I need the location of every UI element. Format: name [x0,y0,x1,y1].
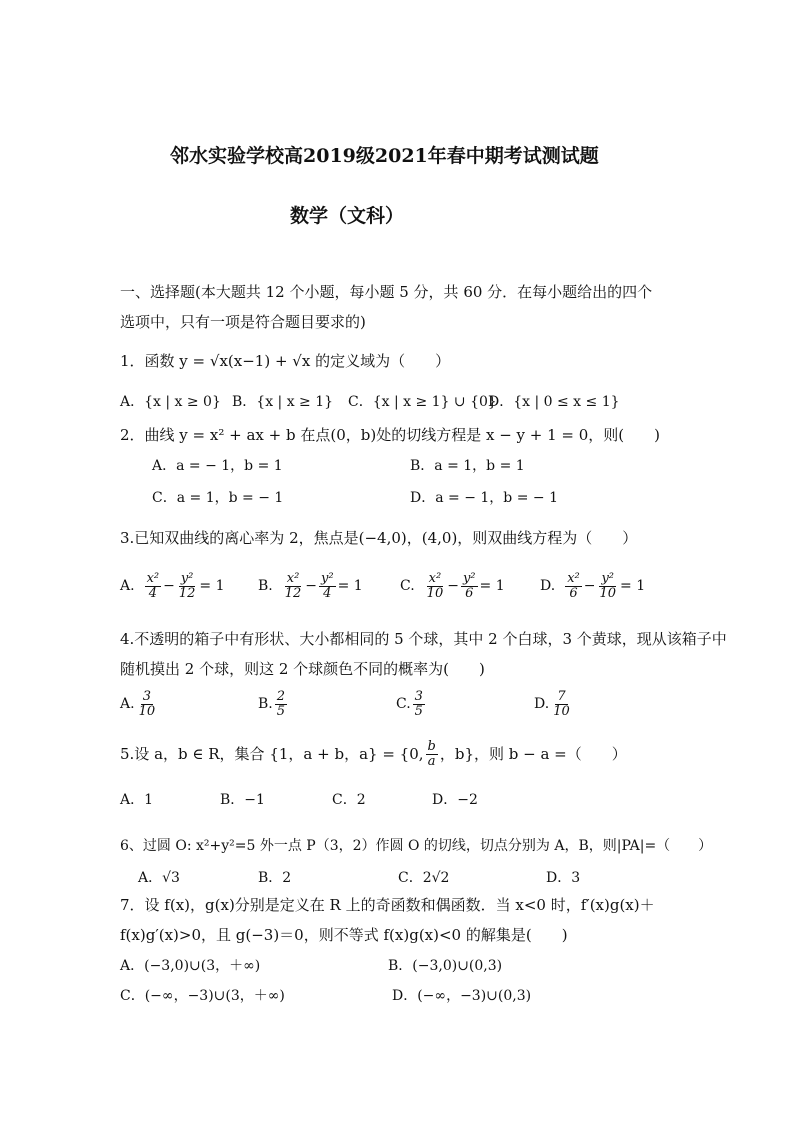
fraction: $\frac{3}{10}$ [138,689,156,719]
fraction: $\frac{\text{y²}}{10}$ [599,571,617,601]
fraction: $\frac{2}{5}$ [276,689,286,719]
question-7-option-c: C．(−∞，−3)∪(3，＋∞) [120,988,285,1004]
option-label: C. [400,577,415,594]
question-7-option-d: D．(−∞，−3)∪(0,3) [392,988,532,1004]
question-2-option-b: B．a = 1，b = 1 [410,458,525,474]
question-7-line2: f(x)g′(x)>0，且 g(−3)＝0，则不等式 f(x)g(x)<0 的解集是( ) [120,926,568,944]
option-label: A. [120,577,135,594]
fraction: $\frac{7}{10}$ [553,689,570,719]
question-5-option-a: A．1 [120,792,154,808]
question-7-option-b: B．(−3,0)∪(0,3) [388,958,503,974]
question-1-option-d: D．{x | 0 ≤ x ≤ 1} [488,394,620,410]
exam-title: 邻水实验学校高2019级2021年春中期考试测试题 [170,145,599,167]
fraction: $\frac{\text{x²}}{6}$ [567,571,580,601]
question-7-option-a: A．(−3,0)∪(3，＋∞) [120,958,261,974]
question-4-option-a: A. $\frac{3}{10}$ [120,689,156,719]
question-5-stem: 5.设 a，b ∈ R，集合 {1，a + b，a} = {0, $\frac{b}{a}$ ，b}，则 b − a =（ ） [120,739,627,769]
question-1-option-a: A．{x | x ≥ 0} [120,394,221,410]
fraction: $\frac{\text{y²}}{12}$ [178,571,196,601]
question-6-option-b: B．2 [258,870,292,886]
fraction: $\frac{3}{5}$ [414,689,423,719]
exam-subtitle: 数学（文科） [290,205,405,227]
fraction: $\frac{\text{x²}}{10}$ [426,571,444,601]
question-4-line1: 4.不透明的箱子中有形状、大小都相同的 5 个球，其中 2 个白球，3 个黄球，现从该箱子中 [120,630,727,648]
question-6-option-c: C．2√2 [398,870,450,886]
question-6-option-d: D．3 [546,870,581,886]
question-5-option-c: C．2 [332,792,366,808]
question-4-line2: 随机摸出 2 个球，则这 2 个球颜色不同的概率为( ) [120,660,485,678]
question-1-stem: 1．函数 y = √x(x−1) + √x 的定义域为（ ） [120,352,451,370]
question-1-option-b: B．{x | x ≥ 1} [232,394,334,410]
option-label: B. [258,577,273,594]
question-5-option-d: D．−2 [432,792,478,808]
question-5-option-b: B．−1 [220,792,265,808]
section-heading-line1: 一、选择题(本大题共 12 个小题，每小题 5 分，共 60 分．在每小题给出的四个 [120,283,653,301]
question-4-option-b: B. $\frac{2}{5}$ [258,689,286,719]
question-6-option-a: A．√3 [138,870,180,886]
question-2-option-a: A．a = − 1，b = 1 [152,458,283,474]
question-4-option-c: C. $\frac{3}{5}$ [396,689,423,719]
fraction: $\frac{\text{x²}}{12}$ [284,571,302,601]
question-2-stem: 2．曲线 y = x² + ax + b 在点(0，b)处的切线方程是 x − y + 1 = 0，则( ) [120,426,661,444]
fraction: $\frac{\text{y²}}{6}$ [462,571,476,601]
question-4-option-d: D. $\frac{7}{10}$ [534,689,570,719]
question-2-option-c: C．a = 1，b = − 1 [152,490,284,506]
fraction: $\frac{\text{y²}}{4}$ [321,571,334,601]
question-6-stem: 6、过圆 O: x²+y²=5 外一点 P（3，2）作圆 O 的切线，切点分别为 A，B，则|PA|=（ ） [120,838,713,854]
question-7-line1: 7．设 f(x)，g(x)分别是定义在 R 上的奇函数和偶函数．当 x<0 时，f′(x)g(x)＋ [120,896,655,914]
question-2-option-d: D．a = − 1，b = − 1 [410,490,558,506]
option-label: D. [540,577,556,594]
question-1-option-c: C．{x | x ≥ 1} ∪ {0} [348,394,497,410]
question-3-option-d: D. $\frac{\text{x²}}{6}$ − $\frac{\text{y²}}{10}$ = 1 [540,571,646,601]
question-3-option-a: A. $\frac{\text{x²}}{4}$ − $\frac{\text{y²}}{12}$ = 1 [120,571,225,601]
question-3-option-b: B. $\frac{\text{x²}}{12}$ − $\frac{\text{y²}}{4}$ = 1 [258,571,363,601]
question-3-stem: 3.已知双曲线的离心率为 2，焦点是(−4,0)，(4,0)，则双曲线方程为（ ） [120,529,638,547]
question-3-option-c: C. $\frac{\text{x²}}{10}$ − $\frac{\text{y²}}{6}$ = 1 [400,571,505,601]
fraction: $\frac{\text{x²}}{4}$ [146,571,160,601]
section-heading-line2: 选项中，只有一项是符合题目要求的) [120,313,366,331]
fraction: $\frac{b}{a}$ [427,739,436,769]
